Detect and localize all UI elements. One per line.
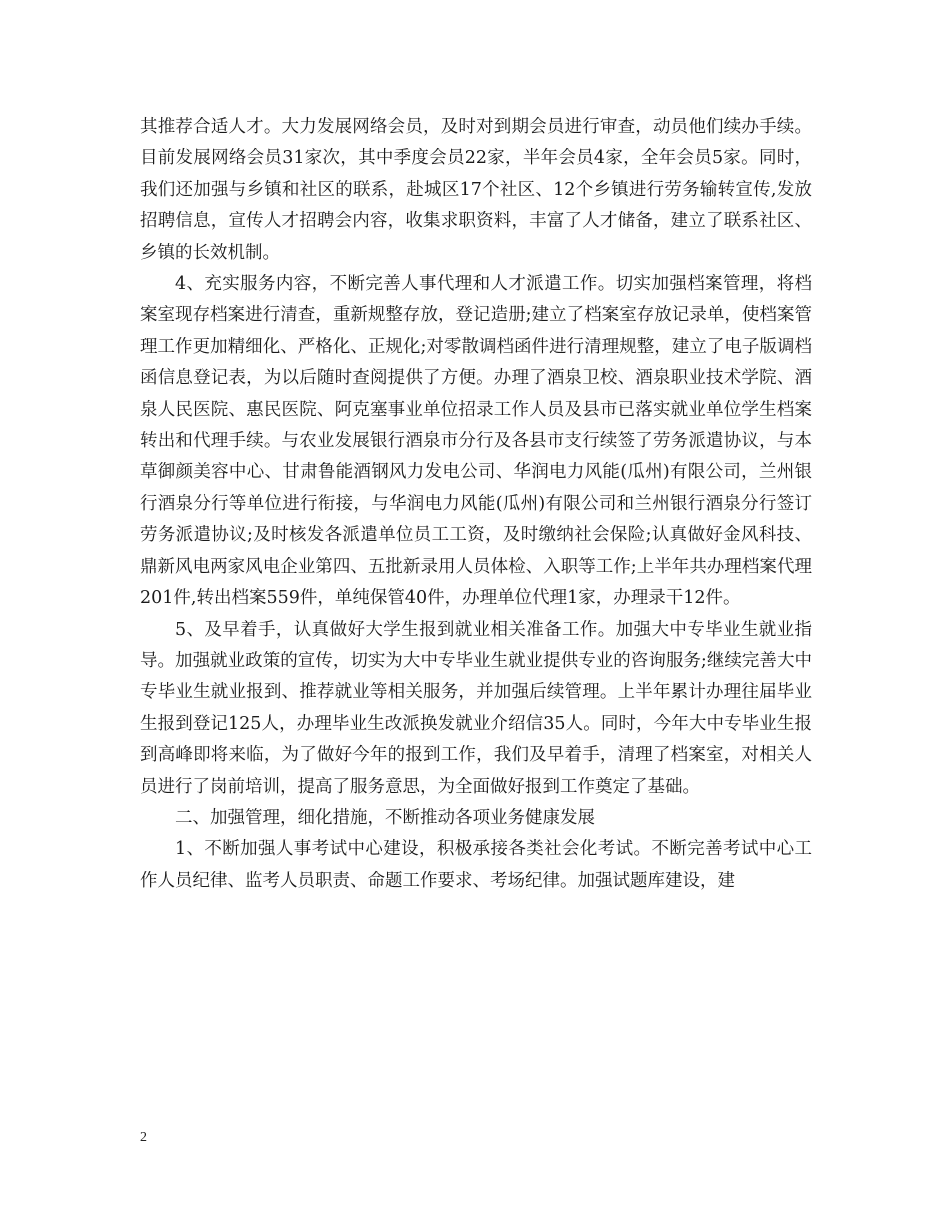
page-number: 2 — [140, 1130, 147, 1145]
paragraph-continuation: 其推荐合适人才。大力发展网络会员，及时对到期会员进行审查，动员他们续办手续。目前发展网络会员31家次，其中季度会员22家，半年会员4家，全年会员5家。同时，我们还加强与乡镇和社区的联系，赴城区17个社区、12个乡镇进行劳务输转宣传,发放招聘信息，宣传人才招聘会内容，收集求职资料，丰富了人才储备，建立了联系社区、乡镇的长效机制。 — [140, 117, 812, 263]
paragraph-item-4: 4、充实服务内容，不断完善人事代理和人才派遣工作。切实加强档案管理，将档案室现存档案进行清查，重新规整存放，登记造册;建立了档案室存放记录单，使档案管理工作更加精细化、严格化、正规化;对零散调档函件进行清理规整，建立了电子版调档函信息登记表，为以后随时查阅提供了方便。办理了酒泉卫校、酒泉职业技术学院、酒泉人民医院、惠民医院、阿克塞事业单位招录工作人员及县市已落实就业单位学生档案转出和代理手续。与农业发展银行酒泉市分行及各县市支行续签了劳务派遣协议，与本草御颜美容中心、甘肃鲁能酒钢风力发电公司、华润电力风能(瓜州)有限公司，兰州银行酒泉分行等单位进行衔接，与华润电力风能(瓜州)有限公司和兰州银行酒泉分行签订劳务派遣协议;及时核发各派遣单位员工工资，及时缴纳社会保险;认真做好金风科技、鼎新风电两家风电企业第四、五批新录用人员体检、入职等工作;上半年共办理档案代理201件,转出档案559件，单纯保管40件，办理单位代理1家，办理录干12件。 — [140, 274, 812, 609]
paragraph-item-2-1: 1、不断加强人事考试中心建设，积极承接各类社会化考试。不断完善考试中心工作人员纪律、监考人员职责、命题工作要求、考场纪律。加强试题库建设，建 — [140, 839, 812, 891]
paragraph-item-5: 5、及早着手，认真做好大学生报到就业相关准备工作。加强大中专毕业生就业指导。加强就业政策的宣传，切实为大中专毕业生就业提供专业的咨询服务;继续完善大中专毕业生就业报到、推荐就业等相关服务，并加强后续管理。上半年累计办理往届毕业生报到登记125人，办理毕业生改派换发就业介绍信35人。同时，今年大中专毕业生报到高峰即将来临，为了做好今年的报到工作，我们及早着手，清理了档案室，对相关人员进行了岗前培训，提高了服务意思，为全面做好报到工作奠定了基础。 — [140, 619, 812, 797]
section-heading-2: 二、加强管理，细化措施，不断推动各项业务健康发展 — [175, 807, 595, 828]
document-body — [140, 112, 812, 897]
